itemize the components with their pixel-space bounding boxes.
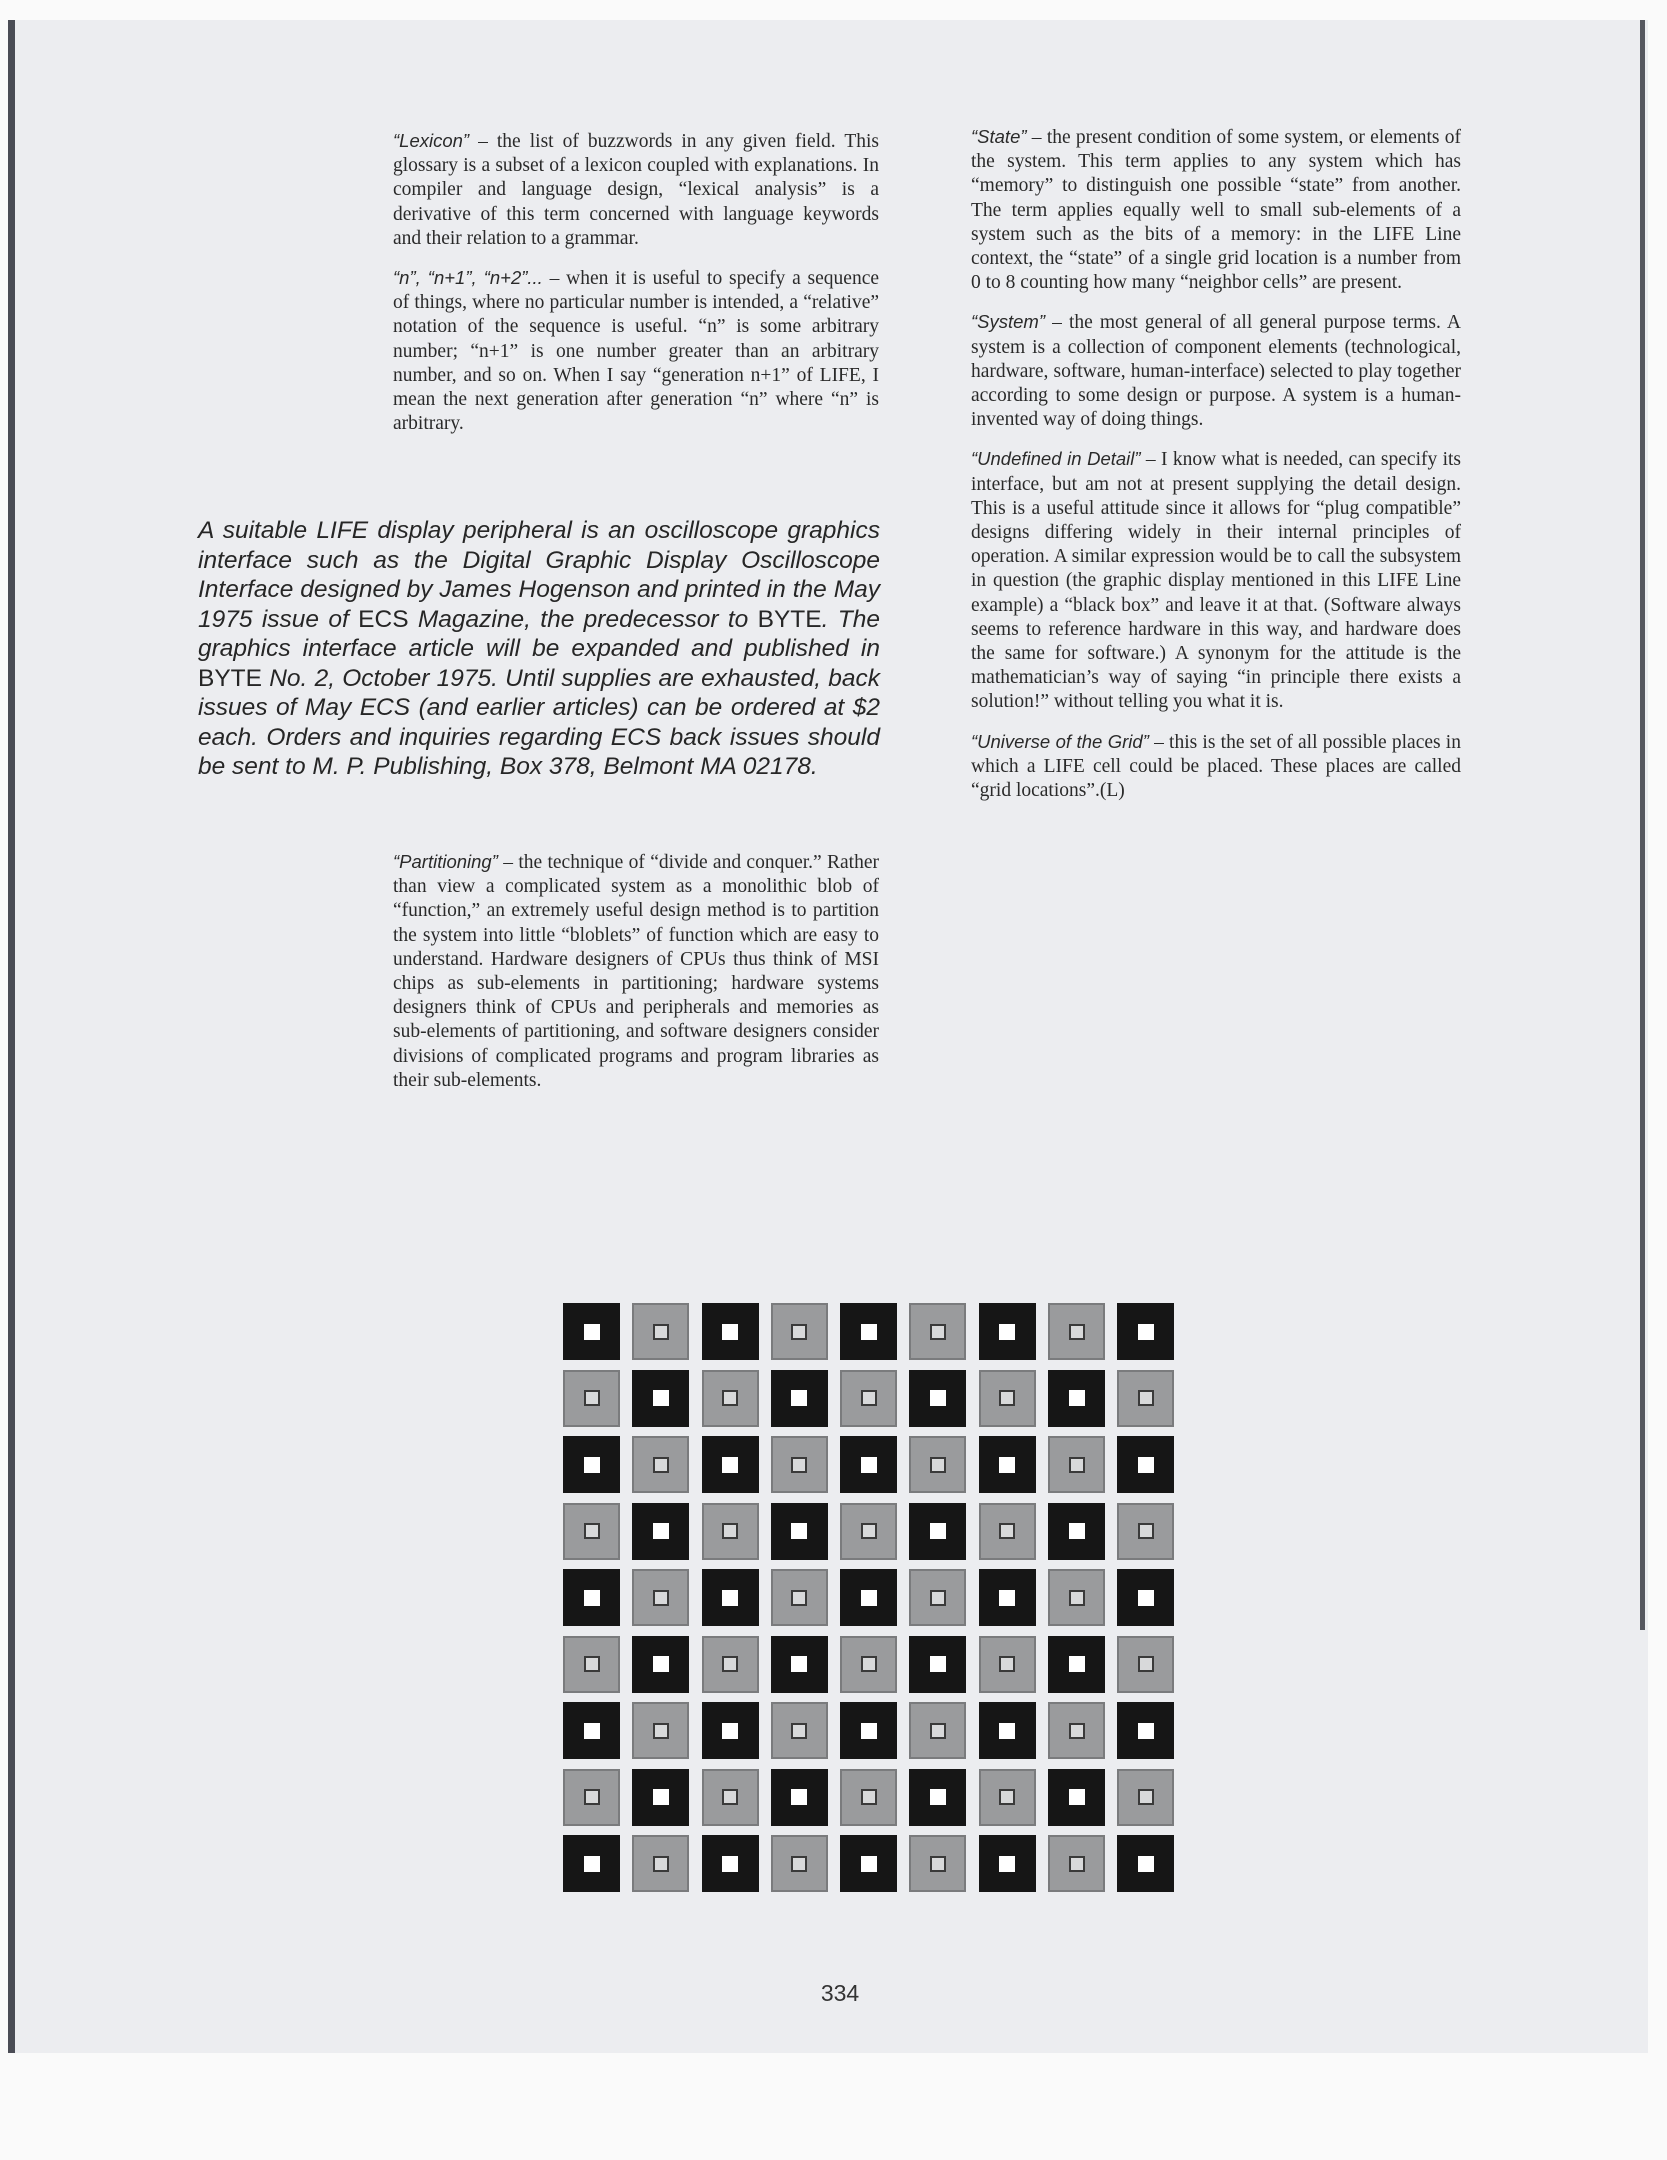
grid-cell (1117, 1835, 1174, 1892)
grid-cell (840, 1636, 897, 1693)
grid-cell (563, 1436, 620, 1493)
grid-cell (632, 1769, 689, 1826)
grid-cell (632, 1303, 689, 1360)
grid-cell-center (861, 1390, 877, 1406)
glossary-term: “Lexicon” (393, 130, 470, 151)
grid-cell-center (791, 1457, 807, 1473)
grid-cell-center (722, 1656, 738, 1672)
grid-cell (840, 1569, 897, 1626)
grid-cell (909, 1303, 966, 1360)
grid-cell-center (1069, 1523, 1085, 1539)
grid-cell-center (930, 1656, 946, 1672)
grid-cell (840, 1303, 897, 1360)
grid-cell (702, 1835, 759, 1892)
grid-cell-center (722, 1523, 738, 1539)
grid-cell-center (861, 1457, 877, 1473)
grid-cell-center (653, 1590, 669, 1606)
grid-cell-center (1138, 1656, 1154, 1672)
grid-cell (771, 1303, 828, 1360)
glossary-definition: – this is the set of all possible places in which a LIFE cell could be placed. These places are called “grid locations”.(L) (971, 731, 1461, 802)
grid-cell-center (653, 1789, 669, 1805)
grid-cell (632, 1503, 689, 1560)
grid-cell-center (1069, 1656, 1085, 1672)
grid-cell-center (999, 1723, 1015, 1739)
glossary-right-column (971, 125, 1461, 818)
grid-cell-center (1138, 1390, 1154, 1406)
callout-text: Magazine, the predecessor to (408, 605, 758, 633)
grid-cell-center (653, 1390, 669, 1406)
grid-cell (771, 1370, 828, 1427)
grid-cell (563, 1636, 620, 1693)
grid-cell-center (791, 1324, 807, 1340)
grid-cell-center (930, 1723, 946, 1739)
grid-cell (632, 1702, 689, 1759)
grid-cell-center (1138, 1856, 1154, 1872)
grid-cell (632, 1569, 689, 1626)
grid-cell-center (791, 1590, 807, 1606)
grid-cell (771, 1436, 828, 1493)
grid-cell-center (999, 1523, 1015, 1539)
grid-cell-center (1069, 1789, 1085, 1805)
grid-cell (1048, 1370, 1105, 1427)
glossary-term: “Universe of the Grid” (971, 730, 1149, 752)
grid-cell-center (653, 1656, 669, 1672)
display-peripheral-callout (198, 516, 880, 782)
grid-cell-center (722, 1390, 738, 1406)
grid-cell (702, 1569, 759, 1626)
grid-cell-center (653, 1457, 669, 1473)
grid-cell-center (722, 1856, 738, 1872)
grid-cell (1048, 1835, 1105, 1892)
grid-cell-center (1069, 1390, 1085, 1406)
page-right-edge (1640, 20, 1645, 1630)
grid-cell-center (1138, 1723, 1154, 1739)
glossary-left-column (393, 129, 879, 451)
grid-cell-center (584, 1856, 600, 1872)
grid-cell (771, 1503, 828, 1560)
grid-cell (909, 1769, 966, 1826)
grid-cell (979, 1303, 1036, 1360)
grid-cell-center (584, 1457, 600, 1473)
grid-cell-center (791, 1856, 807, 1872)
grid-cell (702, 1636, 759, 1693)
grid-cell (702, 1769, 759, 1826)
grid-cell (702, 1370, 759, 1427)
grid-cell (979, 1503, 1036, 1560)
grid-cell (1117, 1769, 1174, 1826)
grid-cell (909, 1569, 966, 1626)
grid-cell-center (653, 1523, 669, 1539)
grid-cell (840, 1702, 897, 1759)
grid-cell-center (1138, 1523, 1154, 1539)
page-left-edge (8, 20, 15, 2053)
grid-cell-center (1138, 1590, 1154, 1606)
grid-cell-center (930, 1789, 946, 1805)
grid-cell-center (584, 1723, 600, 1739)
grid-cell-center (861, 1789, 877, 1805)
grid-cell (1048, 1702, 1105, 1759)
grid-cell-center (653, 1723, 669, 1739)
callout-text: . The graphics interface article will be expanded and published in (198, 605, 880, 662)
grid-cell (840, 1370, 897, 1427)
glossary-entry-lexicon (393, 129, 879, 251)
grid-cell (563, 1370, 620, 1427)
glossary-term: “n”, “n+1”, “n+2”... (393, 267, 543, 289)
grid-cell (1048, 1769, 1105, 1826)
grid-cell (979, 1835, 1036, 1892)
grid-cell-center (584, 1324, 600, 1340)
glossary-term: “Undefined in Detail” (971, 448, 1141, 470)
grid-cell-center (861, 1324, 877, 1340)
grid-cell (909, 1835, 966, 1892)
grid-cell (632, 1835, 689, 1892)
glossary-definition: – the present condition of some system, or elements of the system. This term applies to any system which has “memory” to distinguish one possible “state” from another. The term applies equally well to small sub-elements of a system such as the bits of a memory: in the LIFE Line context, the “state” of a single grid location is a number from 0 to 8 counting how many “neighbor cells” are present. (971, 127, 1461, 294)
grid-cell-center (1069, 1723, 1085, 1739)
grid-cell (979, 1636, 1036, 1693)
grid-cell (840, 1835, 897, 1892)
grid-cell-center (861, 1523, 877, 1539)
grid-cell-center (722, 1457, 738, 1473)
grid-cell-center (791, 1523, 807, 1539)
grid-cell-center (861, 1856, 877, 1872)
glossary-entry-n (393, 266, 879, 436)
grid-cell-center (722, 1789, 738, 1805)
grid-cell (909, 1636, 966, 1693)
grid-cell-center (584, 1789, 600, 1805)
glossary-entry-system (971, 310, 1461, 432)
grid-cell (840, 1769, 897, 1826)
grid-cell (979, 1370, 1036, 1427)
grid-cell (1048, 1436, 1105, 1493)
glossary-definition: – I know what is needed, can specify its interface, but am not at present supplying the detail design. This is a useful attitude since it allows for “plug compatible” designs differing widely in their internal principles of operation. A similar expression would be to call the subsystem in question (the graphic display mentioned in this LIFE Line example) a “black box” and leave it at that. (Software always seems to reference hardware in this way, and hardware does the same for software.) A synonym for the attitude is the mathematician’s way of saying “in principle there exists a solution!” without telling you what it is. (971, 449, 1461, 713)
grid-cell (563, 1569, 620, 1626)
grid-cell-center (999, 1457, 1015, 1473)
glossary-partitioning-column (393, 850, 879, 1108)
glossary-definition: – when it is useful to specify a sequence of things, where no particular number is intended, a “relative” notation of the sequence is useful. “n” is some arbitrary number; “n+1” is one number greater than an arbitrary number, and so on. When I say “generation n+1” of LIFE, I mean the next generation after generation “n” where “n” is arbitrary. (393, 268, 879, 435)
grid-cell (563, 1769, 620, 1826)
grid-cell-center (1069, 1324, 1085, 1340)
grid-cell-center (722, 1723, 738, 1739)
grid-cell-center (791, 1390, 807, 1406)
glossary-definition: – the most general of all general purpose terms. A system is a collection of component elements (technological, hardware, software, human-interface) selected to play together according to some design or purpose. A system is a human-invented way of doing things. (971, 312, 1461, 431)
glossary-entry-partitioning (393, 850, 879, 1093)
grid-cell (979, 1702, 1036, 1759)
grid-cell-center (861, 1656, 877, 1672)
grid-cell-center (861, 1723, 877, 1739)
grid-cell (979, 1436, 1036, 1493)
grid-cell-center (999, 1390, 1015, 1406)
grid-cell (840, 1503, 897, 1560)
glossary-term: “System” (971, 311, 1045, 333)
grid-cell (1048, 1303, 1105, 1360)
grid-cell (632, 1370, 689, 1427)
grid-cell (909, 1370, 966, 1427)
grid-cell-center (653, 1856, 669, 1872)
grid-cell-center (1069, 1457, 1085, 1473)
grid-cell (771, 1835, 828, 1892)
grid-cell-center (930, 1324, 946, 1340)
grid-cell (563, 1503, 620, 1560)
grid-cell-center (999, 1656, 1015, 1672)
grid-cell-center (653, 1324, 669, 1340)
callout-text: No. 2, October 1975. Until supplies are exhausted, back issues of May ECS (and earlier articles) can be ordered at $2 each. Orders and inquiries regarding ECS back issues should be sent to M. P. Publishing, Box 378, Belmont MA 02178. (198, 664, 880, 780)
grid-cell (979, 1769, 1036, 1826)
grid-cell (702, 1436, 759, 1493)
grid-cell-center (791, 1723, 807, 1739)
grid-cell (632, 1436, 689, 1493)
grid-cell-center (1138, 1789, 1154, 1805)
grid-cell (771, 1702, 828, 1759)
grid-cell-center (930, 1390, 946, 1406)
page-number: 334 (820, 1980, 860, 2006)
life-grid-illustration (563, 1303, 1174, 1892)
grid-cell-center (722, 1590, 738, 1606)
grid-cell-center (1138, 1457, 1154, 1473)
grid-cell (1048, 1569, 1105, 1626)
grid-cell-center (930, 1856, 946, 1872)
glossary-term: “Partitioning” (393, 851, 498, 872)
grid-cell (1117, 1569, 1174, 1626)
grid-cell (909, 1503, 966, 1560)
glossary-entry-universe (971, 730, 1461, 804)
grid-cell (771, 1769, 828, 1826)
grid-cell (1117, 1702, 1174, 1759)
grid-cell (840, 1436, 897, 1493)
grid-cell (563, 1702, 620, 1759)
glossary-entry-state (971, 125, 1461, 295)
grid-cell-center (999, 1324, 1015, 1340)
grid-cell-center (930, 1523, 946, 1539)
grid-cell-center (1069, 1590, 1085, 1606)
grid-cell (563, 1835, 620, 1892)
callout-byte: BYTE (757, 605, 822, 633)
grid-cell-center (999, 1789, 1015, 1805)
grid-cell-center (584, 1523, 600, 1539)
grid-cell (909, 1436, 966, 1493)
grid-cell-center (1138, 1324, 1154, 1340)
glossary-entry-undefined (971, 447, 1461, 714)
grid-cell (1048, 1503, 1105, 1560)
grid-cell-center (1069, 1856, 1085, 1872)
grid-cell (702, 1702, 759, 1759)
grid-cell-center (722, 1324, 738, 1340)
grid-cell (1117, 1503, 1174, 1560)
grid-cell (1117, 1436, 1174, 1493)
grid-cell (702, 1503, 759, 1560)
grid-cell (1117, 1636, 1174, 1693)
callout-ecs: ECS (358, 605, 409, 633)
grid-cell (702, 1303, 759, 1360)
grid-cell (979, 1569, 1036, 1626)
grid-cell-center (930, 1457, 946, 1473)
grid-cell (909, 1702, 966, 1759)
grid-cell (632, 1636, 689, 1693)
grid-cell (563, 1303, 620, 1360)
grid-cell-center (791, 1656, 807, 1672)
grid-cell (771, 1636, 828, 1693)
grid-cell (1048, 1636, 1105, 1693)
grid-cell-center (584, 1590, 600, 1606)
grid-cell-center (999, 1856, 1015, 1872)
grid-cell-center (930, 1590, 946, 1606)
callout-byte: BYTE (198, 664, 262, 692)
glossary-term: “State” (971, 126, 1027, 147)
grid-cell-center (791, 1789, 807, 1805)
grid-cell-center (999, 1590, 1015, 1606)
glossary-definition: – the list of buzzwords in any given field. This glossary is a subset of a lexicon coupled with explanations. In compiler and language design, “lexical analysis” is a derivative of this term concerned with language keywords and their relation to a grammar. (393, 131, 879, 249)
callout-text: A suitable LIFE display peripheral is an oscilloscope graphics interface such as the Digital Graphic Display Oscilloscope Interface designed by James Hogenson and printed in the May 1975 issue of (198, 517, 880, 633)
grid-cell (1117, 1303, 1174, 1360)
glossary-definition: – the technique of “divide and conquer.” Rather than view a complicated system as a monolithic blob of “function,” an extremely useful design method is to partition the system into little “bloblets” of function which are easy to understand. Hardware designers of CPUs thus think of MSI chips as sub-elements in partitioning; hardware systems designers think of CPUs and peripherals and memories as sub-elements of partitioning, and software designers consider divisions of complicated programs and program libraries as their sub-elements. (393, 852, 879, 1091)
grid-cell-center (584, 1390, 600, 1406)
grid-cell (1117, 1370, 1174, 1427)
grid-cell-center (584, 1656, 600, 1672)
grid-cell-center (861, 1590, 877, 1606)
grid-cell (771, 1569, 828, 1626)
